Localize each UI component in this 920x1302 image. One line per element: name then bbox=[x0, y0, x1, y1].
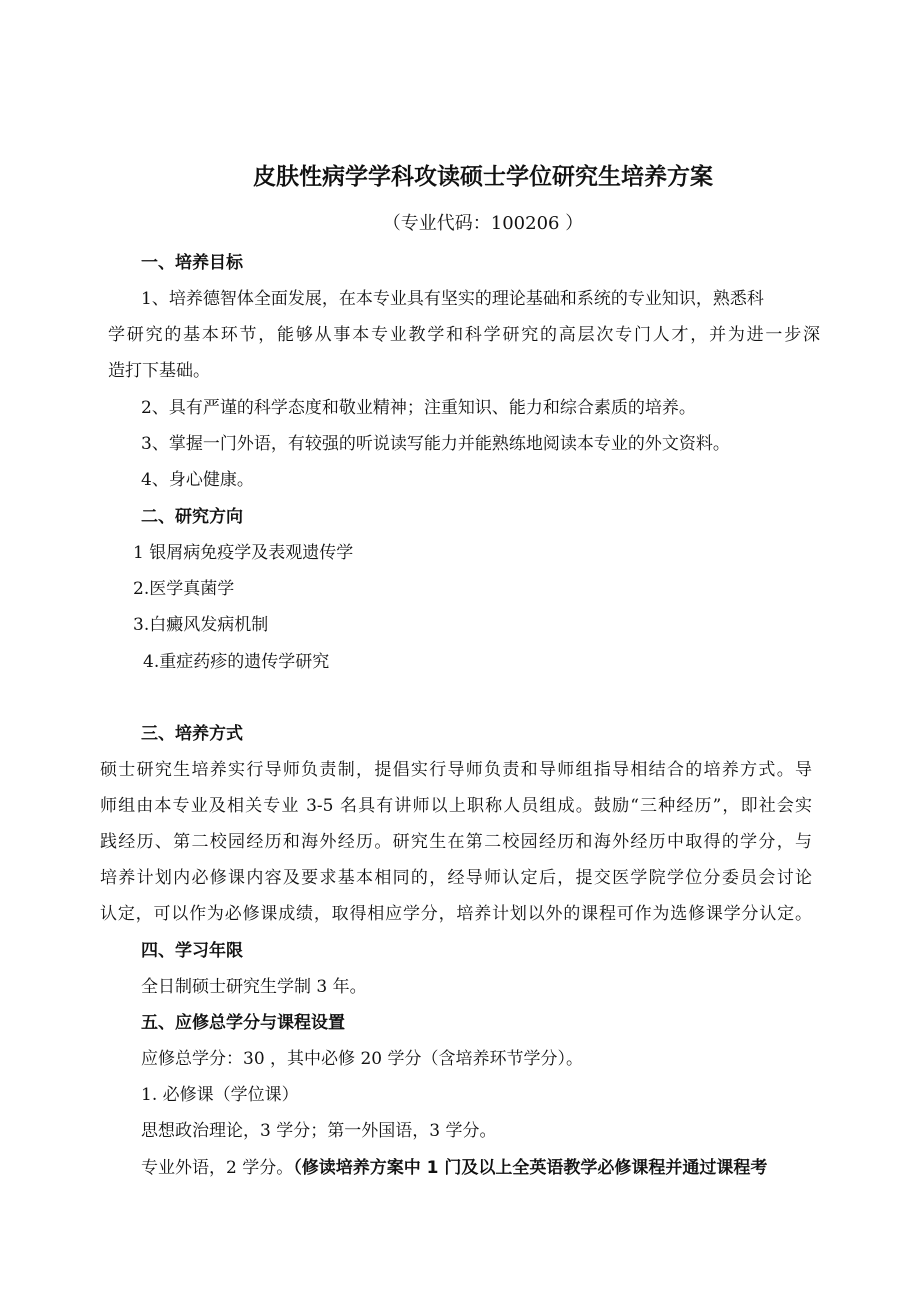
section4-heading: 四、学习年限 bbox=[141, 941, 243, 961]
research-direction-3: 3.白癜风发病机制 bbox=[133, 615, 269, 635]
total-credits: 应修总学分：30 ，其中必修 20 学分（含培养环节学分）。 bbox=[141, 1049, 583, 1069]
goal-2: 2、具有严谨的科学态度和敬业精神；注重知识、能力和综合素质的培养。 bbox=[141, 398, 696, 418]
goal-1-line-1: 1、培养德智体全面发展，在本专业具有坚实的理论基础和系统的专业知识，熟悉科 bbox=[141, 289, 764, 309]
section2-heading: 二、研究方向 bbox=[141, 507, 243, 527]
goal-3: 3、掌握一门外语，有较强的听说读写能力并能熟练地阅读本专业的外文资料。 bbox=[141, 434, 730, 454]
professional-language-credits: 专业外语，2 学分。 bbox=[141, 1158, 294, 1178]
training-mode-line-4: 培养计划内必修课内容及要求基本相同的，经导师认定后，提交医学院学位分委员会讨论 bbox=[100, 868, 812, 888]
research-direction-1: 1 银屑病免疫学及表观遗传学 bbox=[133, 543, 354, 563]
required-courses-title: 1. 必修课（学位课） bbox=[141, 1085, 299, 1105]
goal-4: 4、身心健康。 bbox=[141, 470, 254, 490]
goal-1-line-2: 学研究的基本环节，能够从事本专业教学和科学研究的高层次专门人才，并为进一步深 bbox=[108, 325, 820, 345]
document-title: 皮肤性病学学科攻读硕士学位研究生培养方案 bbox=[253, 164, 713, 190]
training-mode-line-3: 践经历、第二校园经历和海外经历。研究生在第二校园经历和海外经历中取得的学分，与 bbox=[100, 832, 812, 852]
major-code: （专业代码：100206 ） bbox=[382, 213, 584, 234]
section3-heading: 三、培养方式 bbox=[141, 724, 243, 744]
section1-heading: 一、培养目标 bbox=[141, 253, 243, 273]
goal-1-line-3: 造打下基础。 bbox=[108, 361, 210, 381]
research-direction-4: 4.重症药疹的遗传学研究 bbox=[143, 652, 330, 672]
politics-foreign-language: 思想政治理论，3 学分；第一外国语，3 学分。 bbox=[141, 1121, 497, 1141]
english-course-requirement: （修读培养方案中 1 门及以上全英语教学必修课程并通过课程考 bbox=[293, 1158, 768, 1178]
study-duration: 全日制硕士研究生学制 3 年。 bbox=[141, 977, 367, 997]
professional-foreign-language bbox=[141, 1158, 767, 1178]
section5-heading: 五、应修总学分与课程设置 bbox=[141, 1013, 345, 1033]
training-mode-line-1: 硕士研究生培养实行导师负责制，提倡实行导师负责和导师组指导相结合的培养方式。导 bbox=[100, 760, 812, 780]
training-mode-line-2: 师组由本专业及相关专业 3-5 名具有讲师以上职称人员组成。鼓励“三种经历”，即社会实 bbox=[100, 796, 812, 816]
research-direction-2: 2.医学真菌学 bbox=[133, 579, 235, 599]
training-mode-line-5: 认定，可以作为必修课成绩，取得相应学分，培养计划以外的课程可作为选修课学分认定。 bbox=[100, 904, 812, 924]
